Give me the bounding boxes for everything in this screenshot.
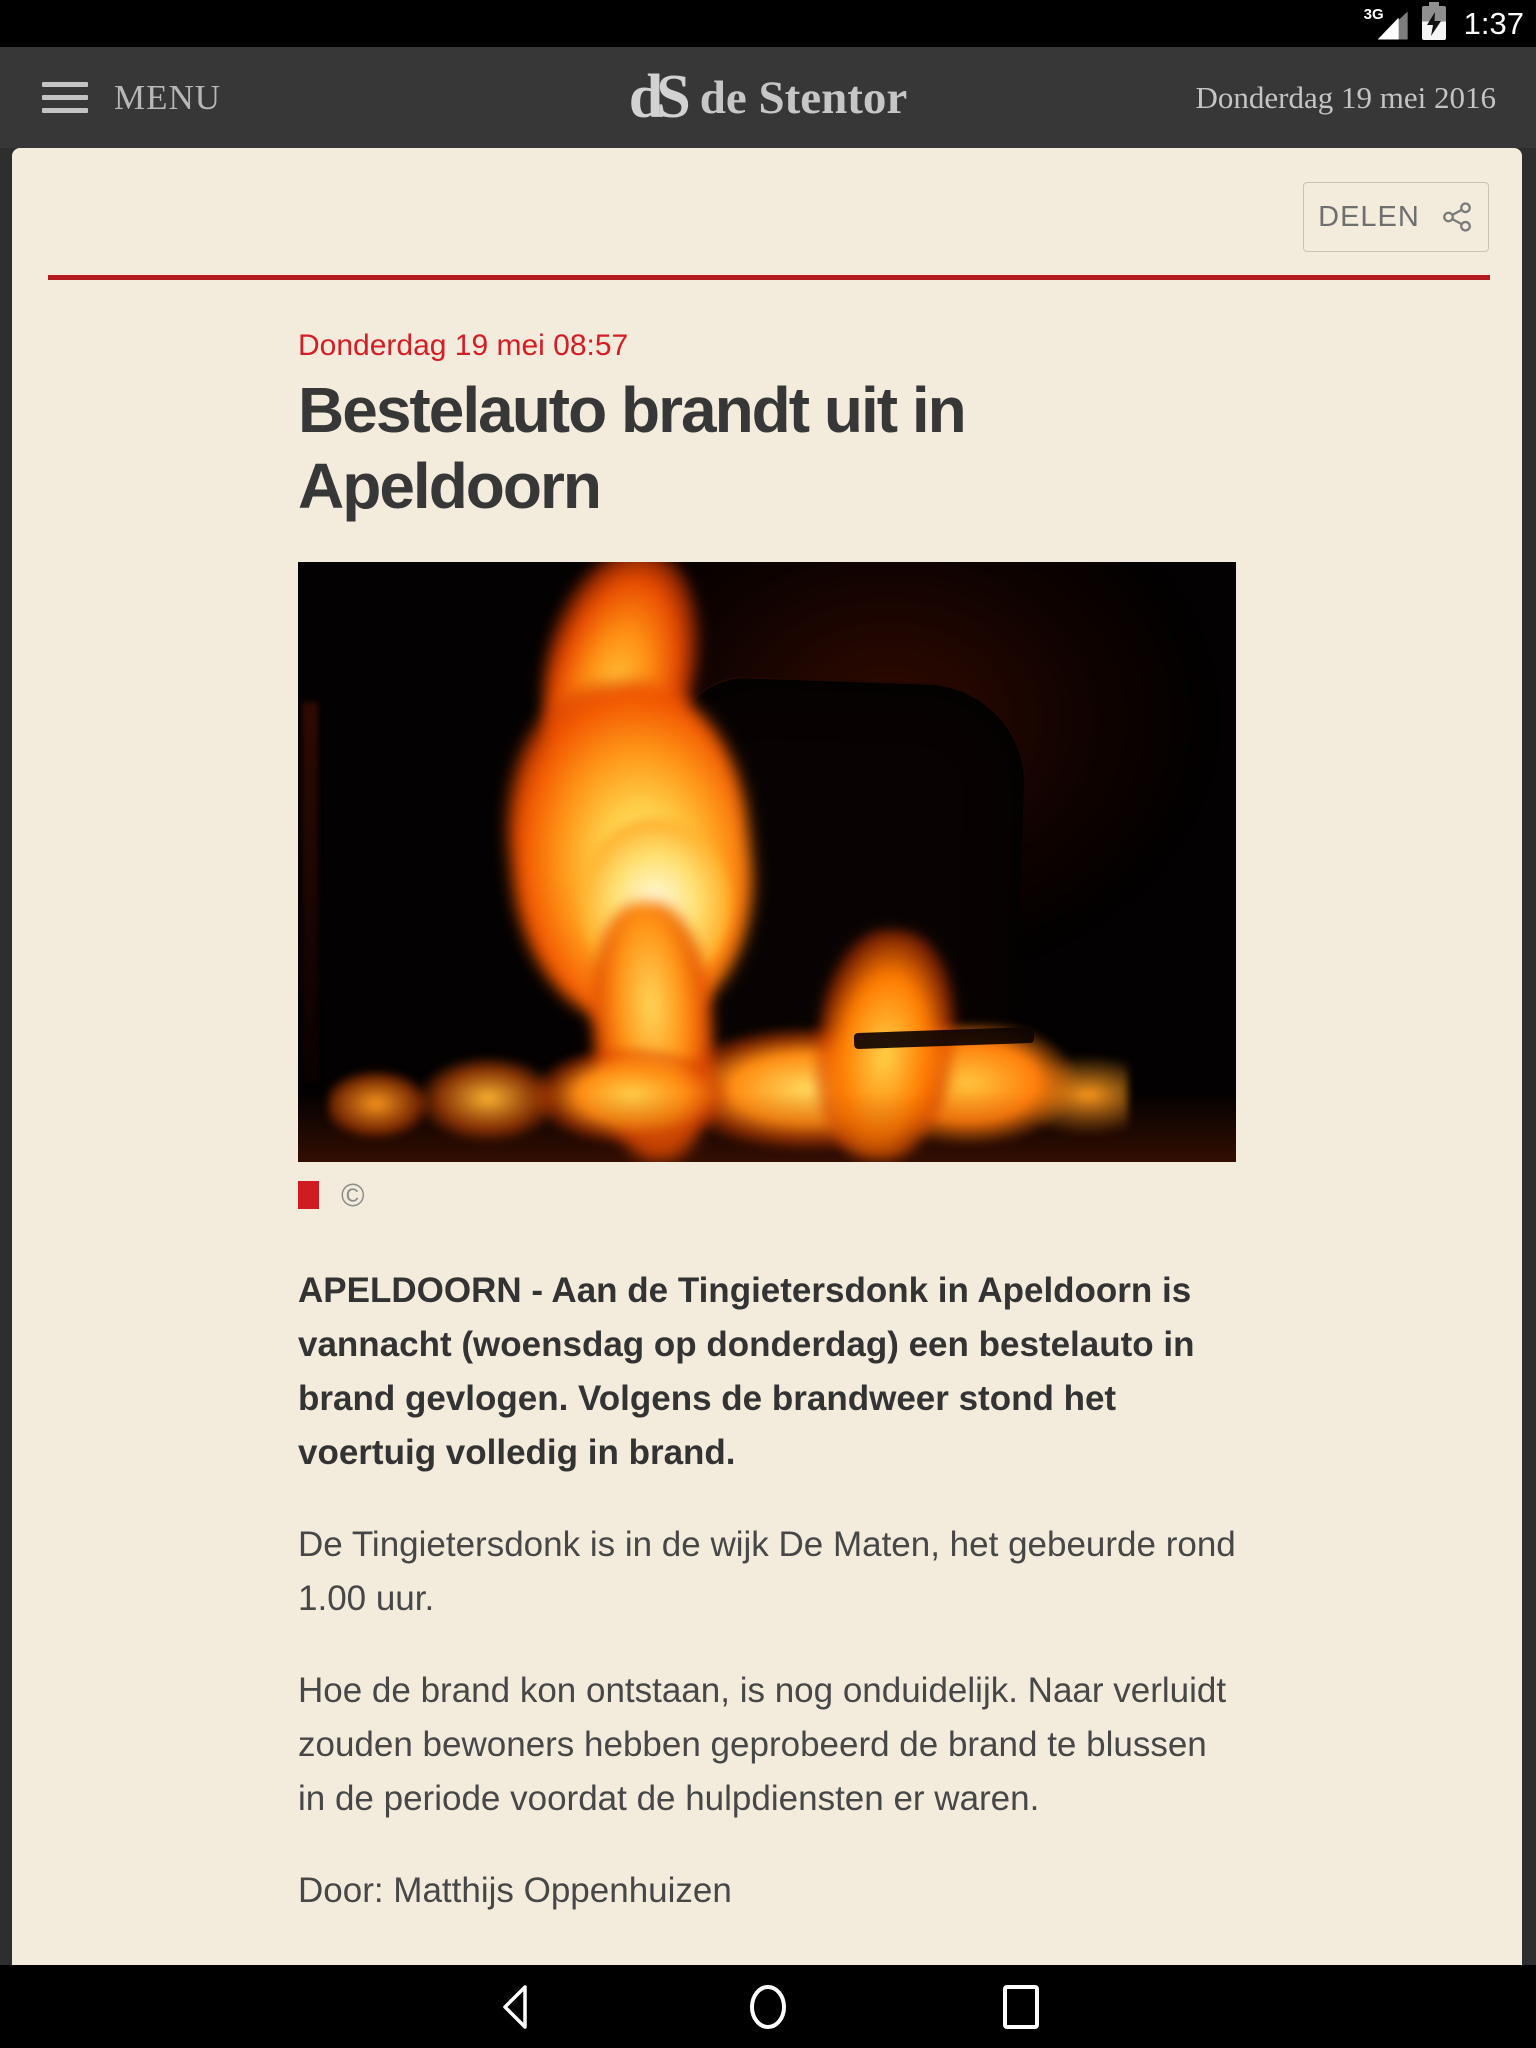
copyright-symbol: ©: [341, 1177, 365, 1213]
logo-monogram: dS: [628, 63, 684, 131]
home-icon: [742, 1981, 794, 2033]
share-button[interactable]: [1303, 182, 1489, 252]
article-card: [12, 148, 1522, 1965]
home-button[interactable]: [708, 1965, 828, 2048]
status-bar: [0, 0, 1536, 47]
back-icon: [495, 1983, 535, 2031]
cellular-signal-icon: [1364, 6, 1408, 42]
lightning-bolt-icon: [1425, 12, 1443, 36]
article-lead: APELDOORN - Aan de Tingietersdonk in Apeldoorn is vannacht (woensdag op donderdag) een bestelauto in brand gevlogen. Volgens de brandweer stond het voertuig volledig in brand.: [298, 1271, 1195, 1472]
menu-label: MENU: [114, 77, 222, 117]
photo-ember-glow: [298, 1092, 1236, 1162]
article-paragraph: Door: Matthijs Oppenhuizen: [298, 1871, 732, 1910]
share-icon: [1440, 200, 1474, 234]
back-button[interactable]: [455, 1965, 575, 2048]
photo-pole-shadow: [302, 702, 318, 1082]
photo-credit-square: [298, 1181, 319, 1209]
logo-wordmark: de Stentor: [699, 71, 908, 124]
article-body: [298, 328, 1238, 1918]
article-paragraphs: [298, 1518, 1238, 1918]
article-paragraph: Hoe de brand kon ontstaan, is nog onduidelijk. Naar verluidt zouden bewoners hebben geprobeerd de brand te blussen in de periode voordat de hulpdiensten er waren.: [298, 1671, 1227, 1818]
photo-caption-row: [298, 1178, 1238, 1212]
app-header: [0, 47, 1536, 148]
share-button-label: DELEN: [1318, 200, 1420, 233]
section-divider-rule: [48, 275, 1490, 280]
battery-charging-icon: [1422, 6, 1446, 40]
recents-button[interactable]: [961, 1965, 1081, 2048]
android-nav-bar: [0, 1965, 1536, 2048]
article-timestamp: Donderdag 19 mei 08:57: [298, 329, 629, 362]
network-type-label: 3G: [1363, 5, 1384, 23]
article-headline: Bestelauto brandt uit in Apeldoorn: [298, 374, 965, 522]
header-date: Donderdag 19 mei 2016: [1195, 79, 1496, 115]
article-paragraph: De Tingietersdonk is in de wijk De Maten, het gebeurde rond 1.00 uur.: [298, 1525, 1236, 1618]
status-bar-clock: 1:37: [1463, 5, 1524, 41]
article-photo-burning-van: [298, 562, 1236, 1162]
recents-icon: [999, 1981, 1043, 2033]
